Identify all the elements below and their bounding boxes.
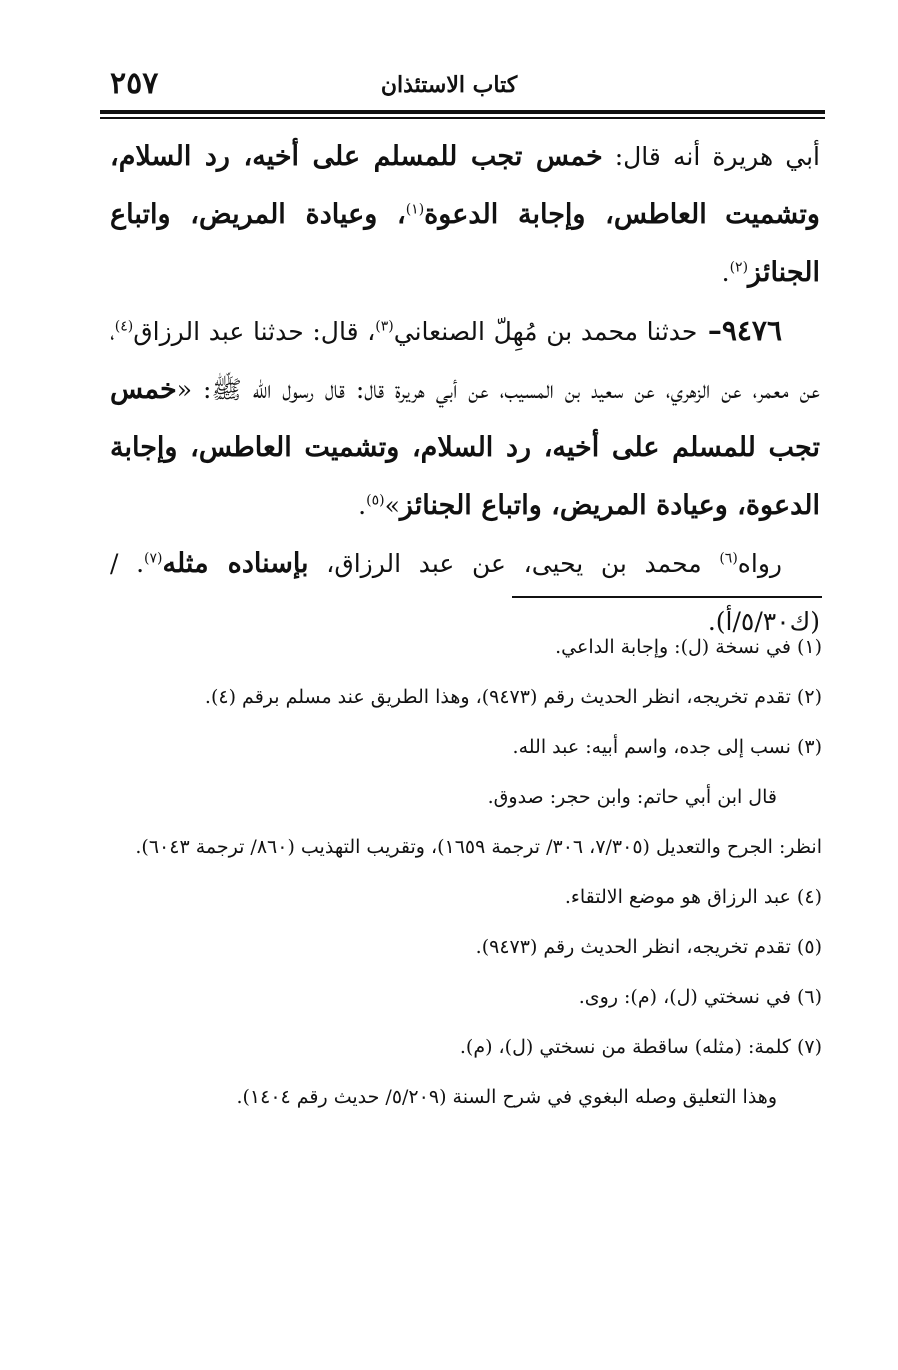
page-number: ٢٥٧ (110, 66, 159, 101)
footnotes (110, 622, 822, 1122)
footnote-3-continued: قال ابن أبي حاتم: وابن حجر: صدوق. (487, 786, 777, 808)
footnote-6: (٦) في نسختي (ل)، (م): روى. (578, 986, 822, 1008)
footnote-2: (٢) تقدم تخريجه، انظر الحديث رقم (٩٤٧٣)، وهذا الطريق عند مسلم برقم (٤). (204, 686, 822, 708)
footnote-ref-4[interactable]: (٤) (114, 318, 134, 335)
hadith-number: ٩٤٧٦ (721, 314, 782, 347)
paragraph-hadith-9476: ٩٤٧٦– حدثنا محمد بن مُهِلّ الصنعاني$^{(٣)}$، قال: حدثنا عبد الرزاق$^{(٤)}$، عن معمر، عن الزهري، عن سعيد بن المسيب، عن أبي هريرة قال: قال رسول الله ﷺ: «خمس تجب للمسلم على أخيه، رد السلام، وتشميت العاطس، وإجابة الدعوة، وعيادة المريض، واتباع الجنائز»$^{(٥)}$. (110, 314, 820, 521)
footnote-5: (٥) تقدم تخريجه، انظر الحديث رقم (٩٤٧٣). (475, 936, 822, 958)
footnote-7-continued: وهذا التعليق وصله البغوي في شرح السنة (٥/٢٠٩/ حديث رقم ١٤٠٤). (236, 1086, 777, 1108)
chapter-title: كتاب الاستئذان (380, 72, 518, 98)
footnote-1: (١) في نسخة (ل): وإجابة الداعي. (555, 636, 822, 658)
footnote-4: (٤) عبد الرزاق هو موضع الالتقاء. (564, 886, 822, 908)
footnote-3-reference: انظر: الجرح والتعديل (٧/٣٠٥، ٣٠٦/ ترجمة ١٦٥٩)، وتقريب التهذيب (٨٦٠/ ترجمة ٦٠٤٣). (135, 836, 822, 858)
footnote-ref-3[interactable]: (٣) (375, 318, 394, 335)
main-text (110, 128, 820, 651)
footnote-ref-6[interactable]: (٦) (719, 550, 738, 567)
paragraph-hadith-end: أبي هريرة أنه قال: خمس تجب للمسلم على أخيه، رد السلام، وتشميت العاطس، وإجابة الدعوة$^{(١)}$، وعيادة المريض، واتباع الجنائز$^{(٢)}$. (110, 141, 820, 288)
footnote-ref-5[interactable]: (٥) (366, 492, 385, 509)
header-rule-thin (100, 117, 825, 119)
footnote-3: (٣) نسب إلى جده، واسم أبيه: عبد الله. (512, 736, 822, 758)
footnote-ref-2[interactable]: (٢) (729, 259, 749, 276)
footnote-separator (512, 596, 822, 598)
footnote-ref-7[interactable]: (٧) (144, 550, 163, 567)
footnote-ref-1[interactable]: (١) (405, 201, 425, 218)
footnote-7: (٧) كلمة: (مثله) ساقطة من نسختي (ل)، (م). (459, 1036, 822, 1058)
paragraph-narration: رواه$^{(٦)}$ محمد بن يحيى، عن عبد الرزاق، بإسناده مثله$^{(٧)}$. / (ك٥/٣٠/أ). (110, 548, 820, 636)
header-rule-thick (100, 110, 825, 114)
